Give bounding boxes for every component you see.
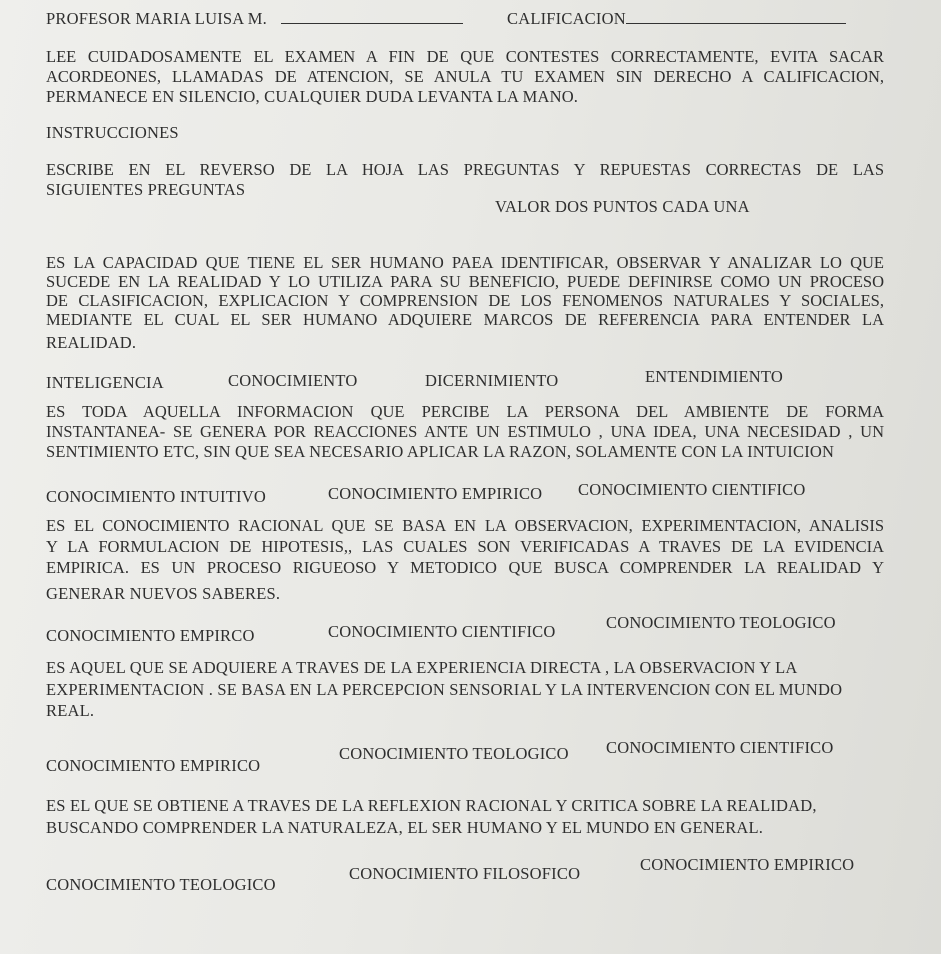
q3-line-3: EMPIRICA. ES UN PROCESO RIGUEOSO Y METODICO QUE BUSCA COMPRENDER LA REALIDAD Y xyxy=(46,558,884,577)
warning-line-3: PERMANECE EN SILENCIO, CUALQUIER DUDA LEVANTA LA MANO. xyxy=(46,87,579,106)
instructions-line-1: ESCRIBE EN EL REVERSO DE LA HOJA LAS PREGUNTAS Y REPUESTAS CORRECTAS DE LAS xyxy=(46,160,884,179)
q1-option-1: INTELIGENCIA xyxy=(46,373,164,392)
grade-label: CALIFICACION xyxy=(507,9,626,28)
q4-option-2: CONOCIMIENTO TEOLOGICO xyxy=(339,744,569,763)
q1-line-1: ES LA CAPACIDAD QUE TIENE EL SER HUMANO PAEA IDENTIFICAR, OBSERVAR Y ANALIZAR LO QUE xyxy=(46,253,884,272)
q5-line-2: BUSCANDO COMPRENDER LA NATURALEZA, EL SER HUMANO Y EL MUNDO EN GENERAL. xyxy=(46,818,764,837)
teacher-label: PROFESOR MARIA LUISA M. xyxy=(46,9,267,28)
q2-option-2: CONOCIMIENTO EMPIRICO xyxy=(328,484,543,503)
q2-line-3: SENTIMIENTO ETC, SIN QUE SEA NECESARIO APLICAR LA RAZON, SOLAMENTE CON LA INTUICION xyxy=(46,442,835,461)
q1-line-5: REALIDAD. xyxy=(46,333,137,352)
header-row xyxy=(46,7,463,29)
q3-line-1: ES EL CONOCIMIENTO RACIONAL QUE SE BASA EN LA OBSERVACION, EXPERIMENTACION, ANALISIS xyxy=(46,516,884,535)
grade-row xyxy=(507,7,846,29)
value-note: VALOR DOS PUNTOS CADA UNA xyxy=(495,197,750,216)
q5-option-1: CONOCIMIENTO TEOLOGICO xyxy=(46,875,276,894)
q4-option-1: CONOCIMIENTO EMPIRICO xyxy=(46,756,261,775)
q3-line-2: Y LA FORMULACION DE HIPOTESIS,, LAS CUALES SON VERIFICADAS A TRAVES DE LA EVIDENCIA xyxy=(46,537,884,556)
q3-option-1: CONOCIMIENTO EMPIRCO xyxy=(46,626,255,645)
q1-option-2: CONOCIMIENTO xyxy=(228,371,358,390)
warning-line-1: LEE CUIDADOSAMENTE EL EXAMEN A FIN DE QUE CONTESTES CORRECTAMENTE, EVITA SACAR xyxy=(46,47,884,66)
q4-option-3: CONOCIMIENTO CIENTIFICO xyxy=(606,738,834,757)
q2-option-3: CONOCIMIENTO CIENTIFICO xyxy=(578,480,806,499)
q2-line-1: ES TODA AQUELLA INFORMACION QUE PERCIBE LA PERSONA DEL AMBIENTE DE FORMA xyxy=(46,402,884,421)
instructions-line-2: SIGUIENTES PREGUNTAS xyxy=(46,180,246,199)
q1-line-3: DE CLASIFICACION, EXPLICACION Y COMPRENSION DE LOS FENOMENOS NATURALES Y SOCIALES, xyxy=(46,291,884,310)
q4-line-2: EXPERIMENTACION . SE BASA EN LA PERCEPCION SENSORIAL Y LA INTERVENCION CON EL MUNDO xyxy=(46,680,843,699)
q3-line-4: GENERAR NUEVOS SABERES. xyxy=(46,584,281,603)
q3-option-2: CONOCIMIENTO CIENTIFICO xyxy=(328,622,556,641)
q2-option-1: CONOCIMIENTO INTUITIVO xyxy=(46,487,266,506)
q4-line-3: REAL. xyxy=(46,701,95,720)
q2-line-2: INSTANTANEA- SE GENERA POR REACCIONES ANTE UN ESTIMULO , UNA IDEA, UNA NECESIDAD , UN xyxy=(46,422,884,441)
q5-line-1: ES EL QUE SE OBTIENE A TRAVES DE LA REFLEXION RACIONAL Y CRITICA SOBRE LA REALIDAD, xyxy=(46,796,817,815)
q3-option-3: CONOCIMIENTO TEOLOGICO xyxy=(606,613,836,632)
q1-option-4: ENTENDIMIENTO xyxy=(645,367,783,386)
q1-line-2: SUCEDE EN LA REALIDAD Y LO UTILIZA PARA SU BENEFICIO, PUEDE DEFINIRSE COMO UN PROCESO xyxy=(46,272,884,291)
teacher-blank xyxy=(281,7,463,24)
q4-line-1: ES AQUEL QUE SE ADQUIERE A TRAVES DE LA EXPERIENCIA DIRECTA , LA OBSERVACION Y LA xyxy=(46,658,798,677)
instructions-title: INSTRUCCIONES xyxy=(46,123,179,142)
grade-blank xyxy=(626,7,846,24)
warning-line-2: ACORDEONES, LLAMADAS DE ATENCION, SE ANULA TU EXAMEN SIN DERECHO A CALIFICACION, xyxy=(46,67,884,86)
q1-line-4: MEDIANTE EL CUAL EL SER HUMANO ADQUIERE MARCOS DE REFERENCIA PARA ENTENDER LA xyxy=(46,310,884,329)
q5-option-2: CONOCIMIENTO FILOSOFICO xyxy=(349,864,581,883)
q1-option-3: DICERNIMIENTO xyxy=(425,371,559,390)
q5-option-3: CONOCIMIENTO EMPIRICO xyxy=(640,855,855,874)
